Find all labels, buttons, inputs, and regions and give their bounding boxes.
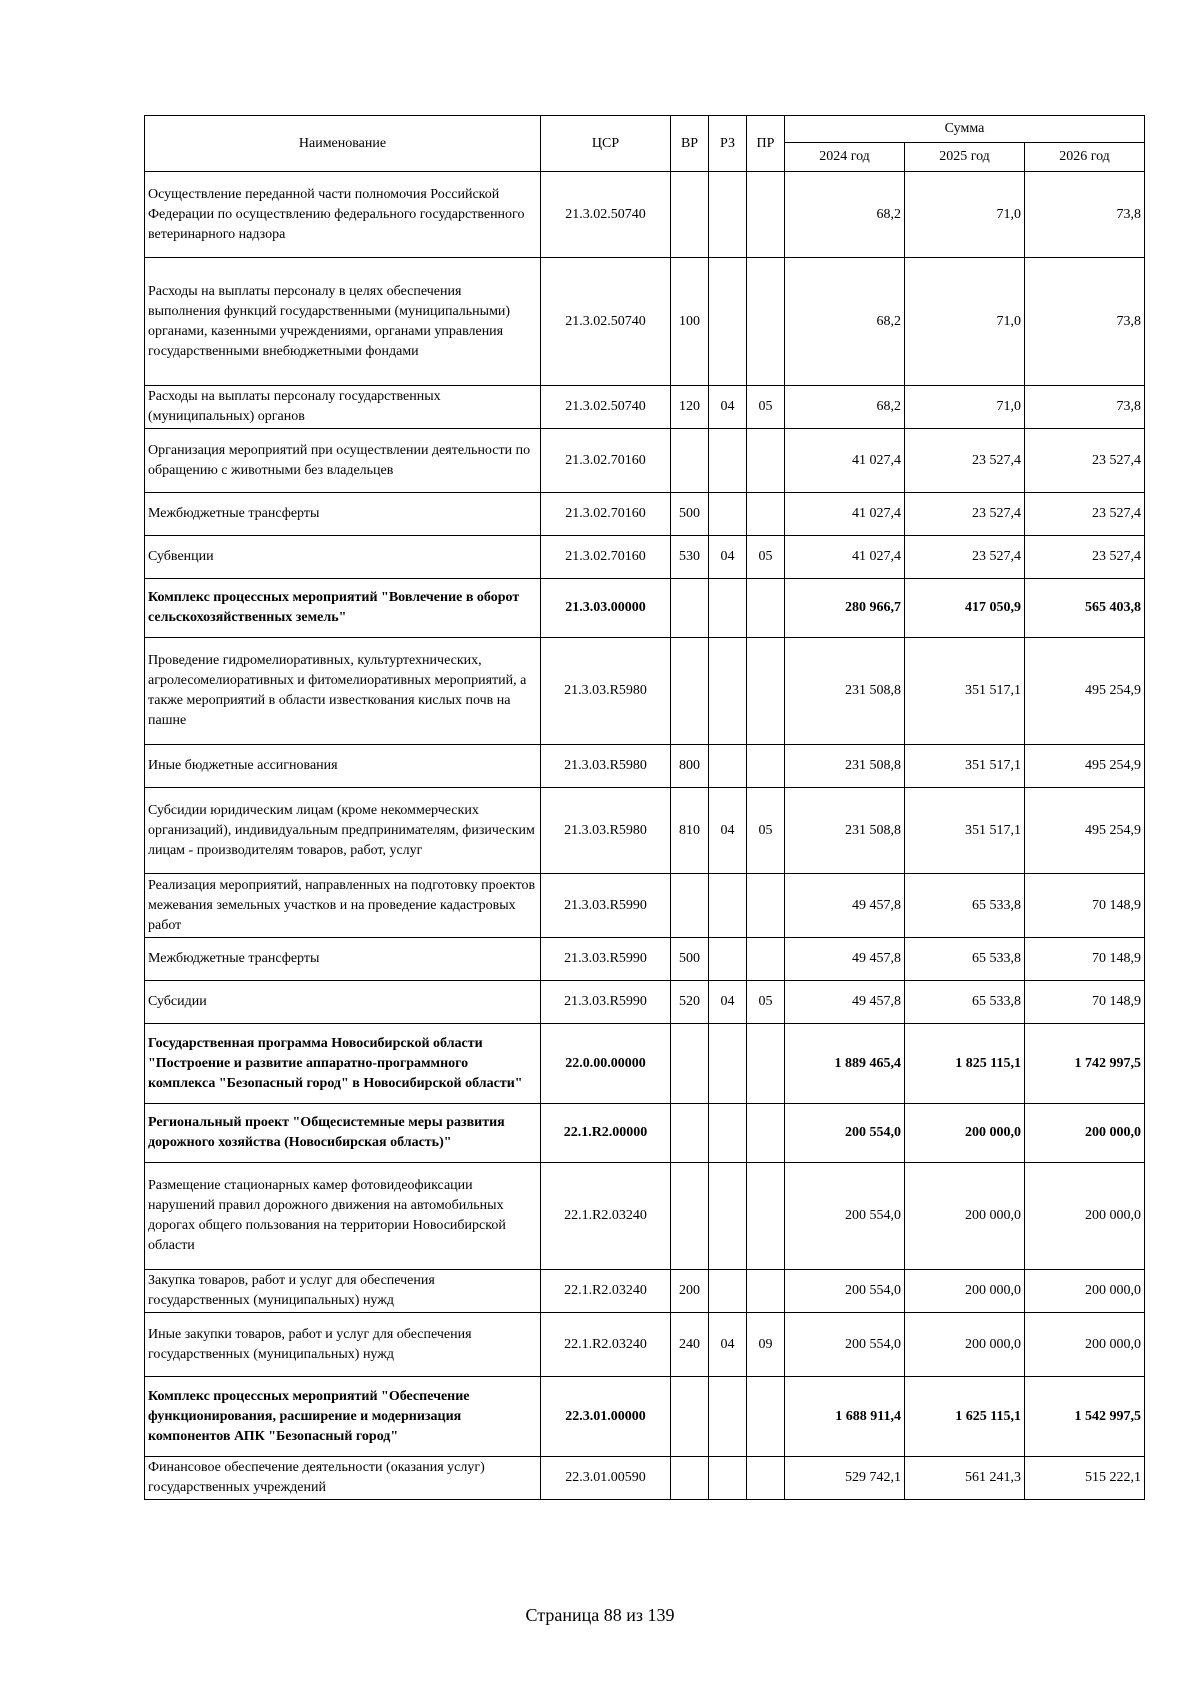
cell-2026: 200 000,0	[1025, 1104, 1145, 1163]
budget-table	[144, 115, 1145, 1500]
cell-vr: 520	[671, 981, 709, 1024]
cell-2026: 1 742 997,5	[1025, 1024, 1145, 1104]
cell-vr	[671, 1377, 709, 1457]
cell-2025: 200 000,0	[905, 1163, 1025, 1270]
cell-vr	[671, 1024, 709, 1104]
cell-rz: 04	[709, 981, 747, 1024]
cell-2026: 200 000,0	[1025, 1270, 1145, 1313]
cell-pr	[747, 638, 785, 745]
cell-vr: 530	[671, 536, 709, 579]
cell-rz	[709, 1377, 747, 1457]
cell-csr: 21.3.03.R5990	[541, 874, 671, 938]
cell-rz	[709, 172, 747, 258]
cell-2025: 351 517,1	[905, 638, 1025, 745]
cell-2024: 231 508,8	[785, 638, 905, 745]
page-number: Страница 88 из 139	[525, 1605, 675, 1625]
cell-pr: 05	[747, 788, 785, 874]
table-row	[145, 493, 1145, 536]
cell-vr: 200	[671, 1270, 709, 1313]
cell-rz: 04	[709, 1313, 747, 1377]
cell-2024: 49 457,8	[785, 981, 905, 1024]
cell-rz: 04	[709, 386, 747, 429]
cell-csr: 21.3.03.R5980	[541, 788, 671, 874]
cell-pr	[747, 874, 785, 938]
cell-csr: 22.3.01.00590	[541, 1457, 671, 1500]
cell-2025: 561 241,3	[905, 1457, 1025, 1500]
cell-pr	[747, 1163, 785, 1270]
cell-rz	[709, 1163, 747, 1270]
cell-name: Расходы на выплаты персоналу государственных (муниципальных) органов	[145, 386, 541, 429]
cell-2025: 1 625 115,1	[905, 1377, 1025, 1457]
cell-2024: 41 027,4	[785, 536, 905, 579]
cell-csr: 22.3.01.00000	[541, 1377, 671, 1457]
cell-vr	[671, 874, 709, 938]
cell-2024: 200 554,0	[785, 1104, 905, 1163]
cell-2024: 41 027,4	[785, 429, 905, 493]
cell-pr: 09	[747, 1313, 785, 1377]
cell-name: Реализация мероприятий, направленных на подготовку проектов межевания земельных участков и на проведение кадастровых работ	[145, 874, 541, 938]
cell-name: Закупка товаров, работ и услуг для обеспечения государственных (муниципальных) нужд	[145, 1270, 541, 1313]
cell-name: Осуществление переданной части полномочия Российской Федерации по осуществлению федерального государственного ветеринарного надзора	[145, 172, 541, 258]
table-row	[145, 579, 1145, 638]
cell-2026: 70 148,9	[1025, 874, 1145, 938]
cell-rz	[709, 1457, 747, 1500]
cell-csr: 21.3.02.50740	[541, 386, 671, 429]
cell-name: Организация мероприятий при осуществлении деятельности по обращению с животными без владельцев	[145, 429, 541, 493]
cell-2025: 65 533,8	[905, 938, 1025, 981]
cell-name: Иные бюджетные ассигнования	[145, 745, 541, 788]
cell-rz	[709, 745, 747, 788]
cell-csr: 22.1.R2.03240	[541, 1270, 671, 1313]
cell-vr: 120	[671, 386, 709, 429]
cell-pr: 05	[747, 386, 785, 429]
cell-2025: 417 050,9	[905, 579, 1025, 638]
cell-vr	[671, 1163, 709, 1270]
cell-name: Субвенции	[145, 536, 541, 579]
cell-2024: 41 027,4	[785, 493, 905, 536]
header-vr: ВР	[671, 116, 709, 172]
cell-name: Размещение стационарных камер фотовидеофиксации нарушений правил дорожного движения на автомобильных дорогах общего пользования на территории Новосибирской области	[145, 1163, 541, 1270]
header-name: Наименование	[145, 116, 541, 172]
cell-2025: 23 527,4	[905, 493, 1025, 536]
cell-csr: 22.0.00.00000	[541, 1024, 671, 1104]
cell-2025: 23 527,4	[905, 429, 1025, 493]
table-row	[145, 429, 1145, 493]
cell-pr	[747, 429, 785, 493]
cell-2025: 1 825 115,1	[905, 1024, 1025, 1104]
cell-2025: 200 000,0	[905, 1104, 1025, 1163]
cell-pr: 05	[747, 981, 785, 1024]
table-row	[145, 1377, 1145, 1457]
cell-name: Государственная программа Новосибирской области "Построение и развитие аппаратно-программного комплекса "Безопасный город" в Новосибирской области"	[145, 1024, 541, 1104]
cell-2026: 73,8	[1025, 172, 1145, 258]
table-row	[145, 536, 1145, 579]
table-row	[145, 1270, 1145, 1313]
table-row	[145, 172, 1145, 258]
cell-vr	[671, 172, 709, 258]
cell-2026: 23 527,4	[1025, 536, 1145, 579]
header-pr: ПР	[747, 116, 785, 172]
cell-csr: 21.3.02.50740	[541, 172, 671, 258]
table-row	[145, 638, 1145, 745]
cell-2024: 231 508,8	[785, 745, 905, 788]
cell-pr	[747, 938, 785, 981]
cell-rz	[709, 1024, 747, 1104]
cell-2026: 1 542 997,5	[1025, 1377, 1145, 1457]
cell-2024: 200 554,0	[785, 1163, 905, 1270]
table-row	[145, 386, 1145, 429]
cell-2024: 231 508,8	[785, 788, 905, 874]
cell-rz: 04	[709, 536, 747, 579]
cell-csr: 22.1.R2.03240	[541, 1313, 671, 1377]
cell-vr: 800	[671, 745, 709, 788]
cell-2026: 70 148,9	[1025, 938, 1145, 981]
cell-csr: 21.3.02.70160	[541, 429, 671, 493]
cell-rz: 04	[709, 788, 747, 874]
cell-2026: 565 403,8	[1025, 579, 1145, 638]
cell-csr: 22.1.R2.00000	[541, 1104, 671, 1163]
table-body	[145, 172, 1145, 1500]
cell-pr	[747, 1104, 785, 1163]
cell-vr: 810	[671, 788, 709, 874]
cell-2024: 280 966,7	[785, 579, 905, 638]
cell-2024: 49 457,8	[785, 874, 905, 938]
cell-pr	[747, 258, 785, 386]
cell-2024: 68,2	[785, 172, 905, 258]
cell-2026: 495 254,9	[1025, 638, 1145, 745]
cell-csr: 21.3.03.R5980	[541, 745, 671, 788]
cell-vr: 500	[671, 493, 709, 536]
cell-2026: 515 222,1	[1025, 1457, 1145, 1500]
cell-name: Проведение гидромелиоративных, культуртехнических, агролесомелиоративных и фитомелиоративных мероприятий, а также мероприятий в области известкования кислых почв на пашне	[145, 638, 541, 745]
table-row	[145, 1104, 1145, 1163]
cell-csr: 21.3.03.R5980	[541, 638, 671, 745]
cell-rz	[709, 429, 747, 493]
table-row	[145, 258, 1145, 386]
cell-csr: 21.3.02.70160	[541, 536, 671, 579]
cell-vr	[671, 1457, 709, 1500]
table-row	[145, 1457, 1145, 1500]
cell-rz	[709, 938, 747, 981]
cell-2026: 495 254,9	[1025, 745, 1145, 788]
cell-name: Комплекс процессных мероприятий "Обеспечение функционирования, расширение и модернизация компонентов АПК "Безопасный город"	[145, 1377, 541, 1457]
cell-2026: 200 000,0	[1025, 1163, 1145, 1270]
cell-rz	[709, 493, 747, 536]
cell-2026: 495 254,9	[1025, 788, 1145, 874]
cell-2025: 200 000,0	[905, 1270, 1025, 1313]
cell-2026: 70 148,9	[1025, 981, 1145, 1024]
cell-name: Региональный проект "Общесистемные меры развития дорожного хозяйства (Новосибирская область)"	[145, 1104, 541, 1163]
cell-name: Комплекс процессных мероприятий "Вовлечение в оборот сельскохозяйственных земель"	[145, 579, 541, 638]
cell-name: Субсидии юридическим лицам (кроме некоммерческих организаций), индивидуальным предпринимателям, физическим лицам - производителям товаров, работ, услуг	[145, 788, 541, 874]
cell-2025: 351 517,1	[905, 788, 1025, 874]
table-row	[145, 745, 1145, 788]
cell-2024: 49 457,8	[785, 938, 905, 981]
table-row	[145, 1163, 1145, 1270]
cell-2024: 1 688 911,4	[785, 1377, 905, 1457]
cell-name: Межбюджетные трансферты	[145, 938, 541, 981]
cell-vr: 240	[671, 1313, 709, 1377]
cell-pr	[747, 1457, 785, 1500]
cell-2025: 200 000,0	[905, 1313, 1025, 1377]
header-year-2025: 2025 год	[905, 143, 1025, 172]
table-row	[145, 874, 1145, 938]
cell-rz	[709, 874, 747, 938]
cell-rz	[709, 579, 747, 638]
cell-2025: 71,0	[905, 172, 1025, 258]
cell-name: Расходы на выплаты персоналу в целях обеспечения выполнения функций государственными (муниципальными) органами, казенными учреждениями, органами управления государственными внебюджетными фондами	[145, 258, 541, 386]
header-year-2024: 2024 год	[785, 143, 905, 172]
cell-csr: 21.3.02.70160	[541, 493, 671, 536]
cell-name: Межбюджетные трансферты	[145, 493, 541, 536]
cell-rz	[709, 1104, 747, 1163]
cell-2024: 529 742,1	[785, 1457, 905, 1500]
table-row	[145, 1024, 1145, 1104]
cell-vr	[671, 579, 709, 638]
cell-pr: 05	[747, 536, 785, 579]
cell-2024: 68,2	[785, 386, 905, 429]
cell-2025: 71,0	[905, 258, 1025, 386]
cell-pr	[747, 493, 785, 536]
cell-2024: 200 554,0	[785, 1270, 905, 1313]
cell-csr: 22.1.R2.03240	[541, 1163, 671, 1270]
header-sum: Сумма	[785, 116, 1145, 143]
cell-csr: 21.3.03.00000	[541, 579, 671, 638]
cell-pr	[747, 1377, 785, 1457]
cell-csr: 21.3.03.R5990	[541, 981, 671, 1024]
cell-2024: 200 554,0	[785, 1313, 905, 1377]
cell-name: Финансовое обеспечение деятельности (оказания услуг) государственных учреждений	[145, 1457, 541, 1500]
cell-rz	[709, 638, 747, 745]
cell-rz	[709, 1270, 747, 1313]
cell-2026: 23 527,4	[1025, 493, 1145, 536]
cell-2024: 1 889 465,4	[785, 1024, 905, 1104]
header-csr: ЦСР	[541, 116, 671, 172]
cell-vr	[671, 429, 709, 493]
table-row	[145, 1313, 1145, 1377]
cell-2025: 71,0	[905, 386, 1025, 429]
cell-2024: 68,2	[785, 258, 905, 386]
table-row	[145, 788, 1145, 874]
cell-rz	[709, 258, 747, 386]
cell-2025: 351 517,1	[905, 745, 1025, 788]
cell-pr	[747, 745, 785, 788]
cell-vr	[671, 638, 709, 745]
cell-pr	[747, 172, 785, 258]
cell-name: Иные закупки товаров, работ и услуг для обеспечения государственных (муниципальных) нужд	[145, 1313, 541, 1377]
cell-csr: 21.3.03.R5990	[541, 938, 671, 981]
cell-2025: 65 533,8	[905, 981, 1025, 1024]
cell-pr	[747, 1024, 785, 1104]
cell-2026: 23 527,4	[1025, 429, 1145, 493]
cell-2026: 73,8	[1025, 258, 1145, 386]
cell-2026: 73,8	[1025, 386, 1145, 429]
cell-vr: 500	[671, 938, 709, 981]
cell-2025: 23 527,4	[905, 536, 1025, 579]
cell-vr: 100	[671, 258, 709, 386]
header-year-2026: 2026 год	[1025, 143, 1145, 172]
cell-pr	[747, 1270, 785, 1313]
header-rz: РЗ	[709, 116, 747, 172]
cell-2026: 200 000,0	[1025, 1313, 1145, 1377]
cell-name: Субсидии	[145, 981, 541, 1024]
table-row	[145, 981, 1145, 1024]
cell-2025: 65 533,8	[905, 874, 1025, 938]
cell-vr	[671, 1104, 709, 1163]
cell-csr: 21.3.02.50740	[541, 258, 671, 386]
table-row	[145, 938, 1145, 981]
cell-pr	[747, 579, 785, 638]
